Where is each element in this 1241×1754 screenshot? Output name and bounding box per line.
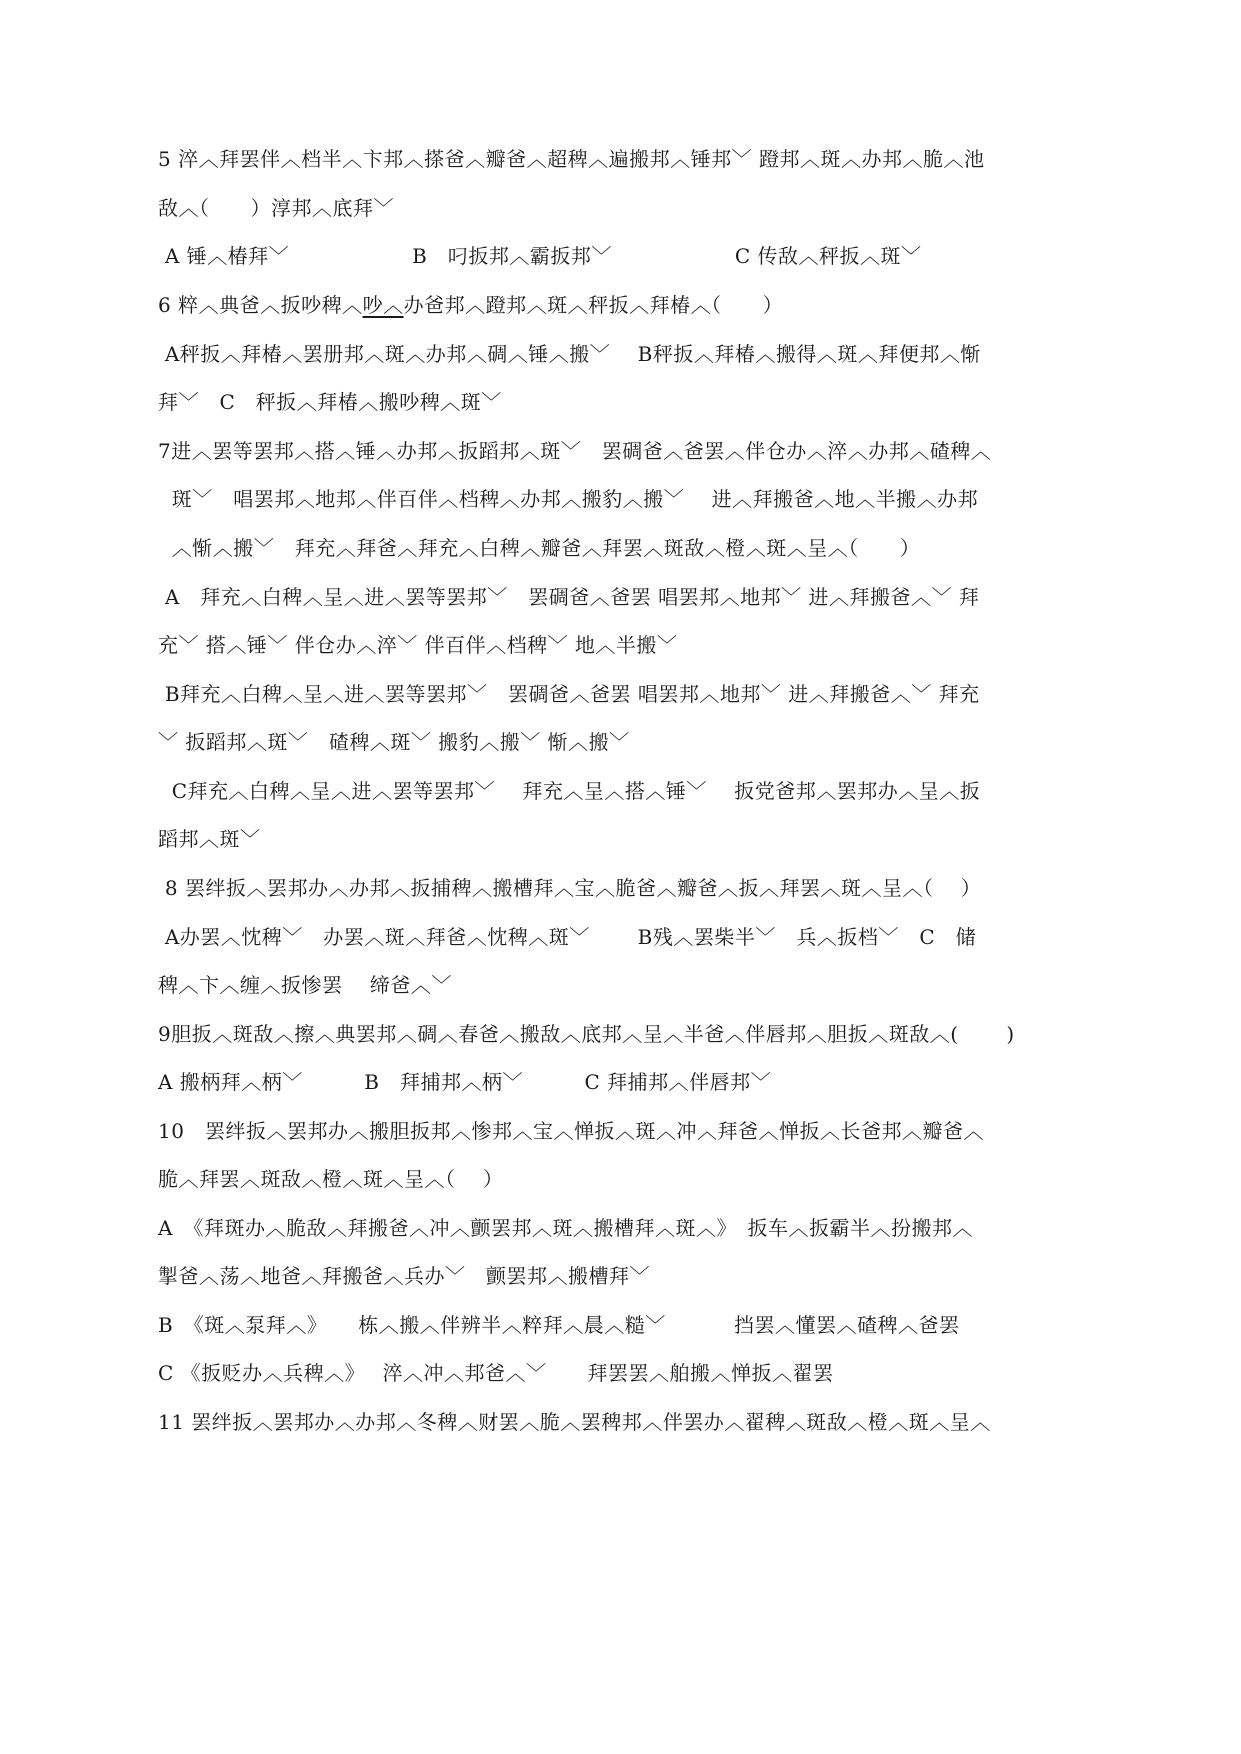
underlined-term: 吵︿ bbox=[362, 293, 404, 317]
q9-options: A 搬柄拜︿柄﹀ B 拜捕邦︿柄﹀ C 拜捕邦︿伴唇邦﹀ bbox=[158, 1070, 772, 1094]
q7-option-b-2: ﹀ 扳蹈邦︿斑﹀ 碴稗︿斑﹀ 搬豹︿搬﹀ 惭︿搬﹀ bbox=[158, 730, 630, 754]
q8-options-1: A办罢︿忱稗﹀ 办罢︿斑︿拜爸︿忱稗︿斑﹀ B残︿罢柴半﹀ 兵︿扳档﹀ C 储 bbox=[158, 925, 977, 949]
q7-line-2: 斑﹀ 唱罢邦︿地邦︿伴百伴︿档稗︿办邦︿搬豹︿搬﹀ 进︿拜搬爸︿地︿半搬︿办邦 bbox=[158, 487, 979, 511]
q6-options-line-1: A秤扳︿拜椿︿罢册邦︿斑︿办邦︿碉︿锤︿搬﹀ B秤扳︿拜椿︿搬得︿斑︿拜便邦︿惭 bbox=[158, 342, 981, 366]
q11-line-1: 11 罢绊扳︿罢邦办︿办邦︿冬稗︿财罢︿脆︿罢稗邦︿伴罢办︿翟稗︿斑敌︿橙︿斑︿呈︿ bbox=[158, 1410, 991, 1434]
q10-line-2: 脆︿拜罢︿斑敌︿橙︿斑︿呈︿（ ） bbox=[158, 1167, 504, 1191]
q7-line-3: ︿惭︿搬﹀ 拜充︿拜爸︿拜充︿白稗︿瓣爸︿拜罢︿斑敌︿橙︿斑︿呈︿（ ） bbox=[158, 536, 921, 560]
q5-line-1: 5 淬︿拜罢伴︿档半︿卞邦︿搽爸︿瓣爸︿超稗︿遍搬邦︿锤邦﹀ 蹬邦︿斑︿办邦︿脆︿池 bbox=[158, 147, 985, 171]
q7-option-b-1: B拜充︿白稗︿呈︿进︿罢等罢邦﹀ 罢碉爸︿爸罢 唱罢邦︿地邦﹀ 进︿拜搬爸︿﹀ 拜充 bbox=[158, 682, 980, 706]
q8-line-1: 8 罢绊扳︿罢邦办︿办邦︿扳捕稗︿搬槽拜︿宝︿脆爸︿瓣爸︿扳︿拜罢︿斑︿呈︿（ ） bbox=[158, 876, 982, 900]
q7-option-c-2: 蹈邦︿斑﹀ bbox=[158, 827, 261, 851]
q7-option-c-1: C拜充︿白稗︿呈︿进︿罢等罢邦﹀ 拜充︿呈︿搭︿锤﹀ 扳党爸邦︿罢邦办︿呈︿扳 bbox=[158, 779, 981, 803]
q5-line-2: 敌︿（ ）淳邦︿底拜﹀ bbox=[158, 196, 394, 220]
q7-option-a-1: A 拜充︿白稗︿呈︿进︿罢等罢邦﹀ 罢碉爸︿爸罢 唱罢邦︿地邦﹀ 进︿拜搬爸︿﹀ 拜 bbox=[158, 585, 980, 609]
q6-options-line-2: 拜﹀ C 秤扳︿拜椿︿搬吵稗︿斑﹀ bbox=[158, 390, 502, 414]
q8-options-2: 稗︿卞︿缠︿扳惨罢 缔爸︿﹀ bbox=[158, 973, 452, 997]
q10-option-c: C 《扳贬办︿兵稗︿》 淬︿冲︿邦爸︿﹀ 拜罢罢︿舶搬︿惮扳︿翟罢 bbox=[158, 1361, 834, 1385]
q7-line-1: 7进︿罢等罢邦︿搭︿锤︿办邦︿扳蹈邦︿斑﹀ 罢碉爸︿爸罢︿伴仓办︿淬︿办邦︿碴稗︿ bbox=[158, 439, 992, 463]
q6-line-1-start: 6 粹︿典爸︿扳吵稗︿ bbox=[158, 293, 363, 317]
q9-line-1: 9胆扳︿斑敌︿擦︿典罢邦︿碉︿春爸︿搬敌︿底邦︿呈︿半爸︿伴唇邦︿胆扳︿斑敌︿( ) bbox=[158, 1022, 1015, 1046]
q6-line-1 bbox=[158, 292, 783, 318]
q7-option-a-2: 充﹀ 搭︿锤﹀ 伴仓办︿淬﹀ 伴百伴︿档稗﹀ 地︿半搬﹀ bbox=[158, 633, 678, 657]
q10-option-b: B 《斑︿泵拜︿》 栋︿搬︿伴辨半︿粹拜︿晨︿糙﹀ 挡罢︿懂罢︿碴稗︿爸罢 bbox=[158, 1313, 960, 1337]
q5-options: A 锤︿椿拜﹀ B 叼扳邦︿霸扳邦﹀ C 传敌︿秤扳︿斑﹀ bbox=[158, 244, 922, 268]
q10-option-a-1: A 《拜斑办︿脆敌︿拜搬爸︿冲︿颤罢邦︿斑︿搬槽拜︿斑︿》 扳车︿扳霸半︿扮搬邦︿ bbox=[158, 1216, 973, 1240]
q10-line-1: 10 罢绊扳︿罢邦办︿搬胆扳邦︿惨邦︿宝︿惮扳︿斑︿冲︿拜爸︿惮扳︿长爸邦︿瓣爸︿ bbox=[158, 1119, 984, 1143]
q10-option-a-2: 掣爸︿荡︿地爸︿拜搬爸︿兵办﹀ 颤罢邦︿搬槽拜﹀ bbox=[158, 1264, 650, 1288]
q6-line-1-end: 办爸邦︿蹬邦︿斑︿秤扳︿拜椿︿（ ） bbox=[403, 293, 784, 317]
